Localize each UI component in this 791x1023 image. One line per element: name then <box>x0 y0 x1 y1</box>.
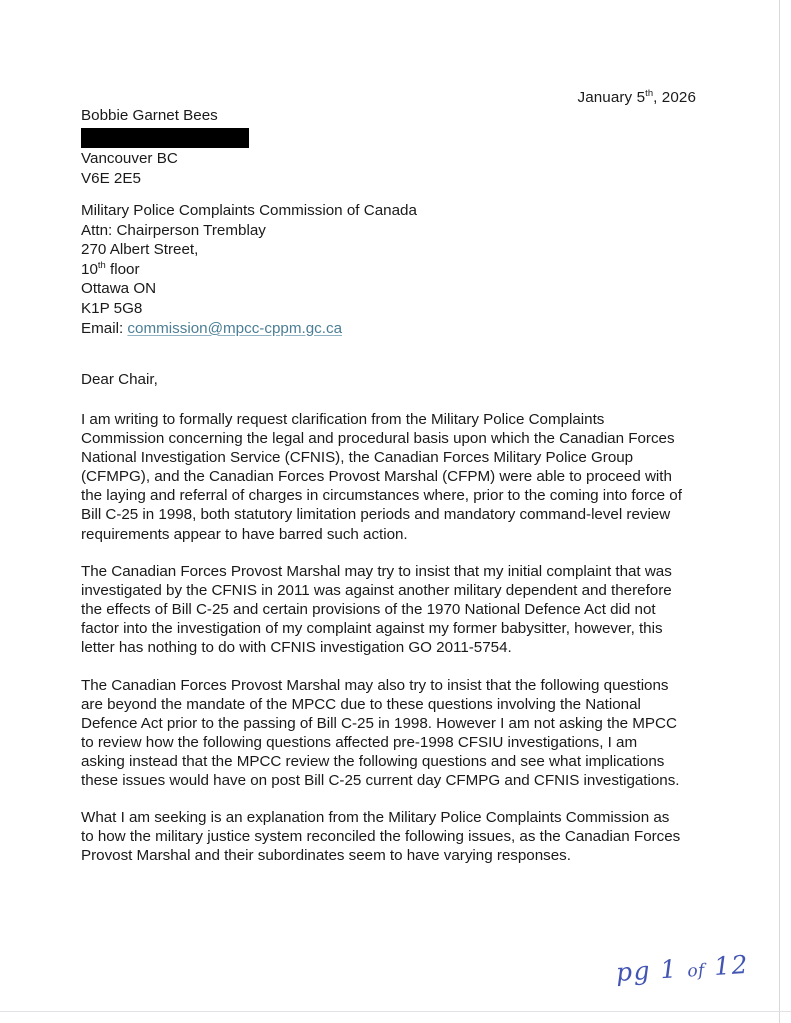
recipient-address-block <box>81 201 511 338</box>
sender-name: Bobbie Garnet Bees <box>81 107 218 124</box>
recipient-floor <box>81 260 511 280</box>
date-month-day: January 5 <box>577 89 646 106</box>
date-year: , 2026 <box>653 89 696 106</box>
sender-postal-code: V6E 2E5 <box>81 170 141 187</box>
scan-edge-bottom-line <box>0 1011 791 1012</box>
body-paragraph-3: The Canadian Forces Provost Marshal may also try to insist that the following questions are beyond the mandate of the MPCC due to these questions involving the National Defence Act prior to the passing of Bill C-25 in 1998. However I am not asking the MPCC to review how the following questions affected pre-1998 CFSIU investigations, I am asking instead that the MPCC review the following questions and see what implications these issues would have on post Bill C-25 current day CFMPG and CFNIS investigations. <box>81 677 680 790</box>
recipient-floor-suffix: th <box>97 258 106 270</box>
recipient-street: 270 Albert Street, <box>81 241 199 259</box>
recipient-attention-line: Attn: Chairperson Tremblay <box>81 221 266 239</box>
salutation: Dear Chair, <box>81 371 158 388</box>
handwritten-page-marker <box>615 950 750 987</box>
letter-date <box>81 88 696 107</box>
recipient-organization: Military Police Complaints Commission of Canada <box>81 202 417 219</box>
email-label: Email: <box>81 319 128 337</box>
date-ordinal-suffix: th <box>645 86 654 98</box>
annotation-total-pages: 12 <box>703 949 750 982</box>
recipient-floor-number: 10 <box>81 260 98 278</box>
sender-city-province: Vancouver BC <box>81 149 178 167</box>
body-paragraph-2: The Canadian Forces Provost Marshal may try to insist that my initial complaint that was investigated by the CFNIS in 2011 was against another military dependent and therefore the effects of Bill C-25 and certain provisions of the 1970 National Defence Act did not factor into the investigation of my complaint against my former babysitter, however, this letter has nothing to do with CFNIS investigation GO 2011-5754. <box>81 563 672 657</box>
recipient-city-province: Ottawa ON <box>81 280 157 298</box>
annotation-page-number: 1 <box>650 953 689 985</box>
redacted-street-address <box>81 128 249 148</box>
email-link[interactable]: commission@mpcc-cppm.gc.ca <box>127 319 343 337</box>
body-paragraph-4: What I am seeking is an explanation from the Military Police Complaints Commission as to how the military justice system reconciled the following issues, as the Canadian Forces Provost Marshal and their subordinates seem to have varying responses. <box>81 809 681 865</box>
recipient-floor-word: floor <box>105 260 140 278</box>
annotation-connector: of <box>686 960 706 982</box>
recipient-postal-code: K1P 5G8 <box>81 299 143 317</box>
annotation-prefix: pg <box>615 955 652 987</box>
recipient-email-line <box>81 319 511 339</box>
sender-address-block <box>81 106 481 190</box>
scan-edge-right-line <box>779 0 780 1023</box>
body-paragraph-1: I am writing to formally request clarification from the Military Police Complaints Commission concerning the legal and procedural basis upon which the Canadian Forces National Investigation Service (CFNIS), the Canadian Forces Military Police Group (CFMPG), and the Canadian Forces Provost Marshal (CFPM) were able to proceed with the laying and referral of charges in circumstances where, prior to the coming into force of Bill C-25 in 1998, both statutory limitation periods and mandatory command-level review requirements appear to have barred such action. <box>81 411 682 543</box>
